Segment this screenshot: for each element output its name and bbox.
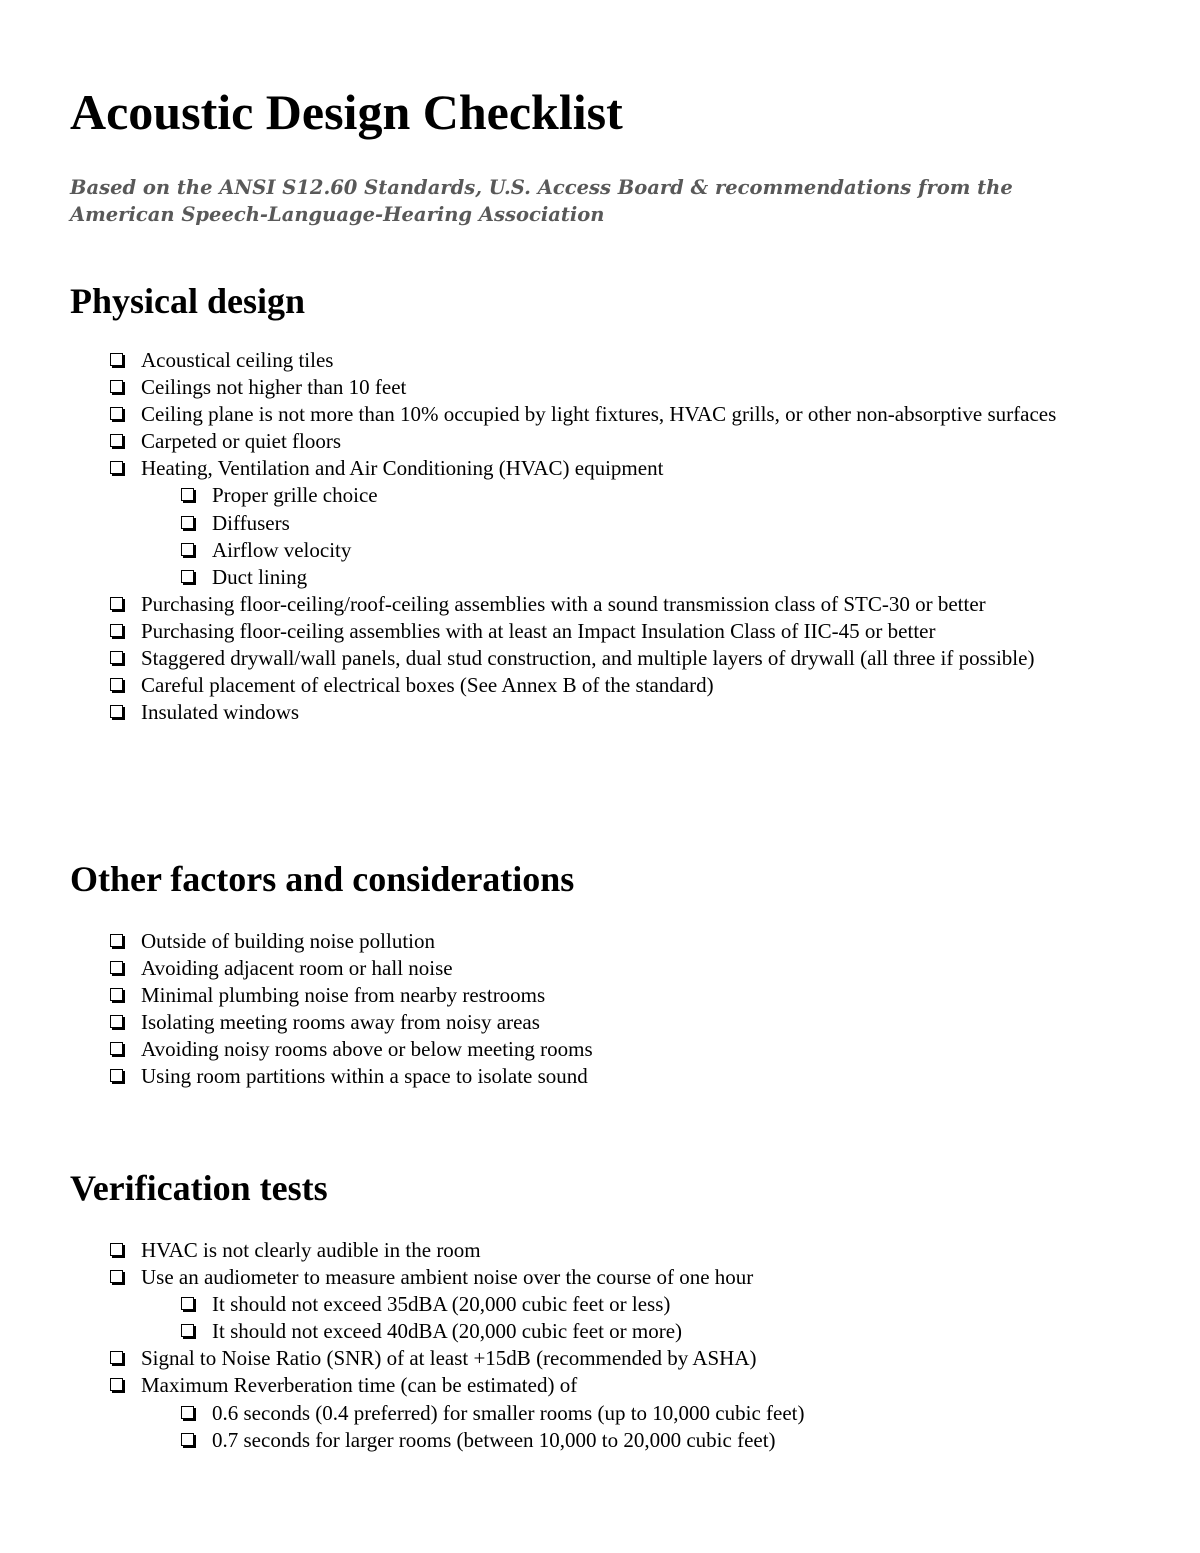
checklist-subitem (181, 537, 1110, 564)
checklist-verification-tests (110, 1237, 1110, 1454)
checklist-item-label: Isolating meeting rooms away from noisy areas (141, 1010, 540, 1035)
checkbox-icon[interactable] (110, 353, 123, 366)
checklist-item (110, 928, 1110, 955)
checklist-item-label: Duct lining (212, 564, 308, 589)
checkbox-icon[interactable] (110, 461, 123, 474)
checklist-item (110, 401, 1110, 428)
checkbox-icon[interactable] (181, 1433, 194, 1446)
section-heading-verification-tests: Verification tests (70, 1168, 328, 1208)
checklist-item (110, 699, 1110, 726)
checklist-item-label: It should not exceed 35dBA (20,000 cubic feet or less) (212, 1292, 671, 1317)
checklist-item (110, 591, 1110, 618)
page-title: Acoustic Design Checklist (70, 84, 623, 140)
checklist-item-label: Diffusers (212, 510, 290, 535)
checkbox-icon[interactable] (110, 705, 123, 718)
checkbox-icon[interactable] (110, 678, 123, 691)
checklist-item (110, 1009, 1110, 1036)
checklist-subitem (181, 1291, 1110, 1318)
checkbox-icon[interactable] (110, 1042, 123, 1055)
checklist-item-label: Ceiling plane is not more than 10% occupied by light fixtures, HVAC grills, or other non-absorptive surfaces (141, 402, 1057, 427)
checklist-item (110, 618, 1110, 645)
checkbox-icon[interactable] (110, 434, 123, 447)
checklist-item-label: Ceilings not higher than 10 feet (141, 375, 407, 400)
checklist-item-label: Minimal plumbing noise from nearby restrooms (141, 983, 546, 1008)
checklist-item (110, 982, 1110, 1009)
checkbox-icon[interactable] (181, 488, 194, 501)
checklist-item (110, 1264, 1110, 1291)
checklist-item-label: Signal to Noise Ratio (SNR) of at least +15dB (recommended by ASHA) (141, 1346, 757, 1371)
checklist-item-label: HVAC is not clearly audible in the room (141, 1238, 481, 1262)
checkbox-icon[interactable] (181, 1297, 194, 1310)
checklist-item (110, 374, 1110, 401)
checklist-item (110, 455, 1110, 482)
page-subtitle: Based on the ANSI S12.60 Standards, U.S. Access Board & recommendations from the American Speech-Language-Hearing Association (70, 176, 1013, 226)
checklist-item-label: Staggered drywall/wall panels, dual stud construction, and multiple layers of drywall (all three if possible) (141, 646, 1035, 671)
checklist-item-label: Careful placement of electrical boxes (See Annex B of the standard) (141, 673, 714, 698)
checkbox-icon[interactable] (181, 570, 194, 583)
checklist-item-label: Heating, Ventilation and Air Conditioning (HVAC) equipment (141, 456, 664, 481)
checklist-item-label: 0.6 seconds (0.4 preferred) for smaller rooms (up to 10,000 cubic feet) (212, 1400, 805, 1425)
checklist-item (110, 428, 1110, 455)
checklist-item-label: Avoiding adjacent room or hall noise (141, 956, 453, 981)
checklist-item-label: Avoiding noisy rooms above or below meeting rooms (141, 1037, 593, 1062)
checklist-physical-design (110, 347, 1110, 726)
checklist-item-label: Purchasing floor-ceiling/roof-ceiling assemblies with a sound transmission class of STC-30 or better (141, 591, 986, 616)
checklist-item (110, 1372, 1110, 1399)
checkbox-icon[interactable] (110, 1270, 123, 1283)
checkbox-icon[interactable] (181, 1406, 194, 1419)
checklist-item-label: Insulated windows (141, 700, 300, 725)
checkbox-icon[interactable] (110, 934, 123, 947)
checklist-subitem (181, 564, 1110, 591)
checklist-item-label: Airflow velocity (212, 537, 352, 562)
checkbox-icon[interactable] (110, 988, 123, 1001)
checkbox-icon[interactable] (181, 516, 194, 529)
checklist-item-label: 0.7 seconds for larger rooms (between 10,000 to 20,000 cubic feet) (212, 1427, 776, 1452)
checklist-subitem (181, 482, 1110, 509)
checklist-item-label: Using room partitions within a space to isolate sound (141, 1064, 588, 1089)
checkbox-icon[interactable] (110, 1378, 123, 1391)
checkbox-icon[interactable] (181, 1324, 194, 1337)
checklist-subitem (181, 1400, 1110, 1427)
checklist-item-label: Carpeted or quiet floors (141, 429, 342, 454)
checkbox-icon[interactable] (110, 1351, 123, 1364)
checklist-item (110, 645, 1110, 672)
checkbox-icon[interactable] (110, 1243, 123, 1256)
checkbox-icon[interactable] (181, 543, 194, 556)
checklist-item (110, 955, 1110, 982)
checkbox-icon[interactable] (110, 624, 123, 637)
checklist-item-label: Acoustical ceiling tiles (141, 348, 334, 372)
checklist-item (110, 1237, 1110, 1264)
checklist-subitem (181, 510, 1110, 537)
section-heading-other-factors: Other factors and considerations (70, 859, 575, 899)
checkbox-icon[interactable] (110, 380, 123, 393)
checklist-subitem (181, 1318, 1110, 1345)
checklist-item-label: It should not exceed 40dBA (20,000 cubic feet or more) (212, 1319, 683, 1344)
checklist-item-label: Maximum Reverberation time (can be estimated) of (141, 1373, 578, 1398)
checkbox-icon[interactable] (110, 1015, 123, 1028)
checklist-item (110, 1036, 1110, 1063)
checklist-item (110, 347, 1110, 374)
checkbox-icon[interactable] (110, 1069, 123, 1082)
checklist-other-factors (110, 928, 1110, 1091)
checkbox-icon[interactable] (110, 407, 123, 420)
checklist-subitem (181, 1427, 1110, 1454)
checklist-item-label: Use an audiometer to measure ambient noise over the course of one hour (141, 1265, 754, 1290)
checklist-item-label: Purchasing floor-ceiling assemblies with at least an Impact Insulation Class of IIC-45 or better (141, 618, 936, 643)
checklist-item-label: Outside of building noise pollution (141, 929, 435, 953)
section-heading-physical-design: Physical design (70, 281, 306, 321)
checkbox-icon[interactable] (110, 961, 123, 974)
checklist-item (110, 1345, 1110, 1372)
checklist-item-label: Proper grille choice (212, 483, 378, 508)
checklist-item (110, 672, 1110, 699)
checkbox-icon[interactable] (110, 651, 123, 664)
checkbox-icon[interactable] (110, 597, 123, 610)
checklist-item (110, 1063, 1110, 1090)
